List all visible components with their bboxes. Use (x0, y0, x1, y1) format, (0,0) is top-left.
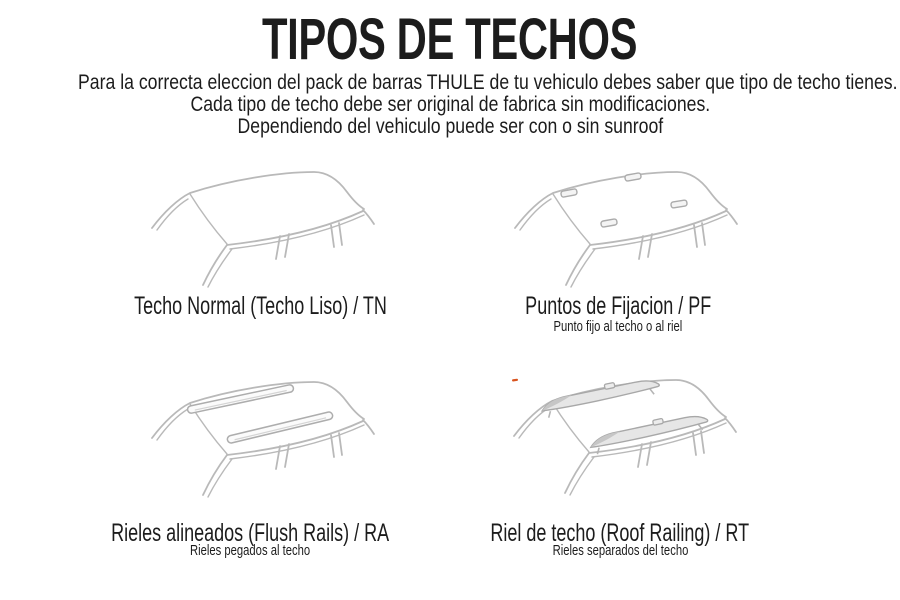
subcaption-riel-de-techo: Rieles separados del techo (552, 542, 688, 559)
fixed-points-roof-sketch (493, 162, 793, 307)
fix-point-front-near (601, 219, 618, 228)
fix-point-rear-far (625, 173, 642, 182)
smooth-roof-sketch (130, 162, 430, 307)
caption-techo-normal: Techo Normal (Techo Liso) / TN (134, 292, 388, 320)
flush-rail-near (227, 411, 334, 443)
caption-riel-de-techo: Riel de techo (Roof Railing) / RT (490, 519, 750, 547)
caption-rieles-alineados: Rieles alineados (Flush Rails) / RA (110, 519, 390, 547)
raised-rails-roof-sketch (492, 370, 792, 515)
page-title: TIPOS DE TECHOS (262, 7, 638, 72)
subcaption-rieles-alineados: Rieles pegados al techo (189, 542, 311, 559)
subcaption-puntos-fijacion: Punto fijo al techo o al riel (553, 318, 683, 335)
fix-point-rear-near (671, 200, 688, 208)
caption-puntos-fijacion: Puntos de Fijacion / PF (524, 292, 712, 320)
print-artifact-mark (512, 379, 518, 382)
intro-line-2: Cada tipo de techo debe ser original de fabrica sin modificaciones. (190, 93, 710, 116)
intro-line-3: Dependiendo del vehiculo puede ser con o sin sunroof (237, 115, 663, 138)
intro-text (0, 72, 900, 138)
intro-line-1: Para la correcta eleccion del pack de barras THULE de tu vehiculo debes saber que tipo de techo tienes. (78, 71, 898, 94)
flush-rails-roof-sketch (130, 372, 430, 517)
